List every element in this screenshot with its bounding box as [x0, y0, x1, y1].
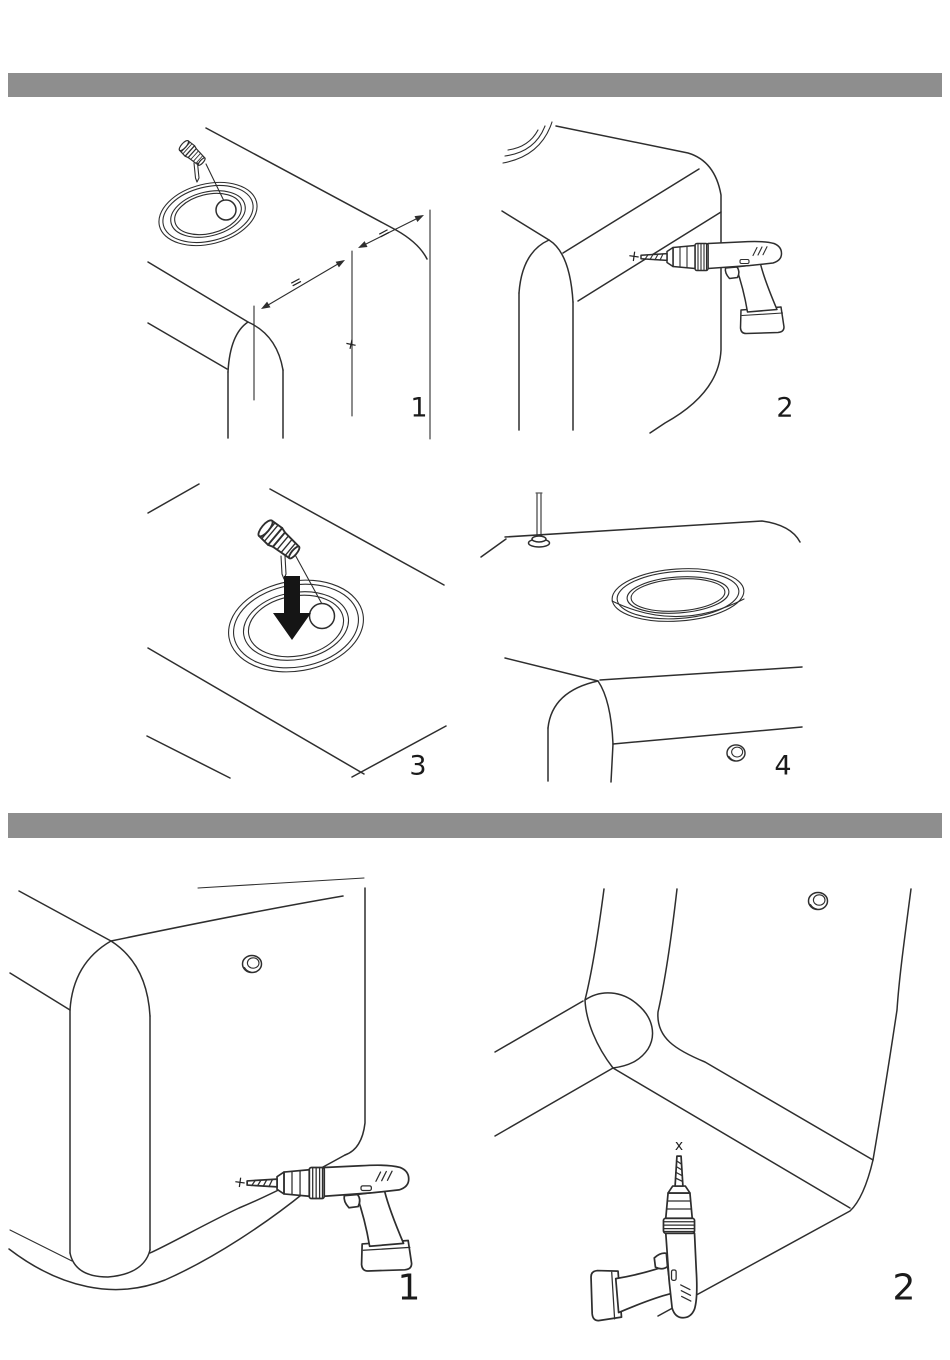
surface-edge	[148, 484, 199, 513]
step-number: 4	[774, 750, 792, 782]
step-number: 1	[410, 392, 428, 424]
drill-point-mark: +	[342, 333, 360, 355]
float-ball	[310, 604, 335, 629]
equal-mark-right: =	[374, 222, 394, 244]
drill-point-mark: +	[626, 246, 642, 266]
front-face-line	[147, 736, 230, 778]
step-number: 2	[892, 1267, 916, 1309]
tank-opening-ring-partial	[503, 122, 552, 163]
step-illustration-bottom-1	[9, 878, 420, 1309]
side-edge	[352, 726, 446, 777]
step-illustration-top-3	[147, 484, 446, 782]
drill-icon	[591, 1156, 697, 1320]
cabinet-corner-drawing	[505, 658, 802, 782]
measure-equal-dimension	[254, 210, 430, 439]
tank-opening-ring	[152, 173, 264, 255]
step-illustration-top-4	[481, 493, 802, 782]
cap-nut-icon	[727, 745, 745, 761]
cap-nut-icon	[809, 893, 828, 910]
step-illustration-top-1	[148, 128, 430, 439]
locating-pin	[529, 493, 550, 547]
cabinet-underside-drawing	[495, 889, 911, 1316]
step-number: 2	[776, 392, 794, 424]
equal-mark-left: =	[286, 271, 306, 293]
float-ball	[216, 200, 236, 220]
cabinet-front-drawing	[9, 878, 365, 1290]
cap-nut-icon	[243, 956, 262, 973]
screw-plug-icon	[177, 139, 207, 168]
step-number: 3	[409, 750, 427, 782]
far-top-edge	[505, 521, 800, 542]
insert-down-arrow-icon	[273, 576, 311, 640]
tank-opening-ring	[610, 564, 745, 625]
hanging-pin	[194, 163, 199, 182]
drill-point-mark: x	[674, 1138, 684, 1154]
hanging-pin	[281, 556, 286, 579]
cabinet-top-corner-drawing	[148, 128, 427, 438]
step-illustration-bottom-2	[495, 889, 915, 1321]
cabinet-side-drawing	[502, 126, 721, 433]
drill-icon	[641, 242, 784, 334]
left-cut-edge	[481, 539, 506, 557]
drill-point-mark: +	[232, 1172, 248, 1192]
step-illustration-top-2	[502, 122, 794, 433]
surface-edge	[270, 489, 444, 585]
step-number: 1	[397, 1267, 421, 1309]
